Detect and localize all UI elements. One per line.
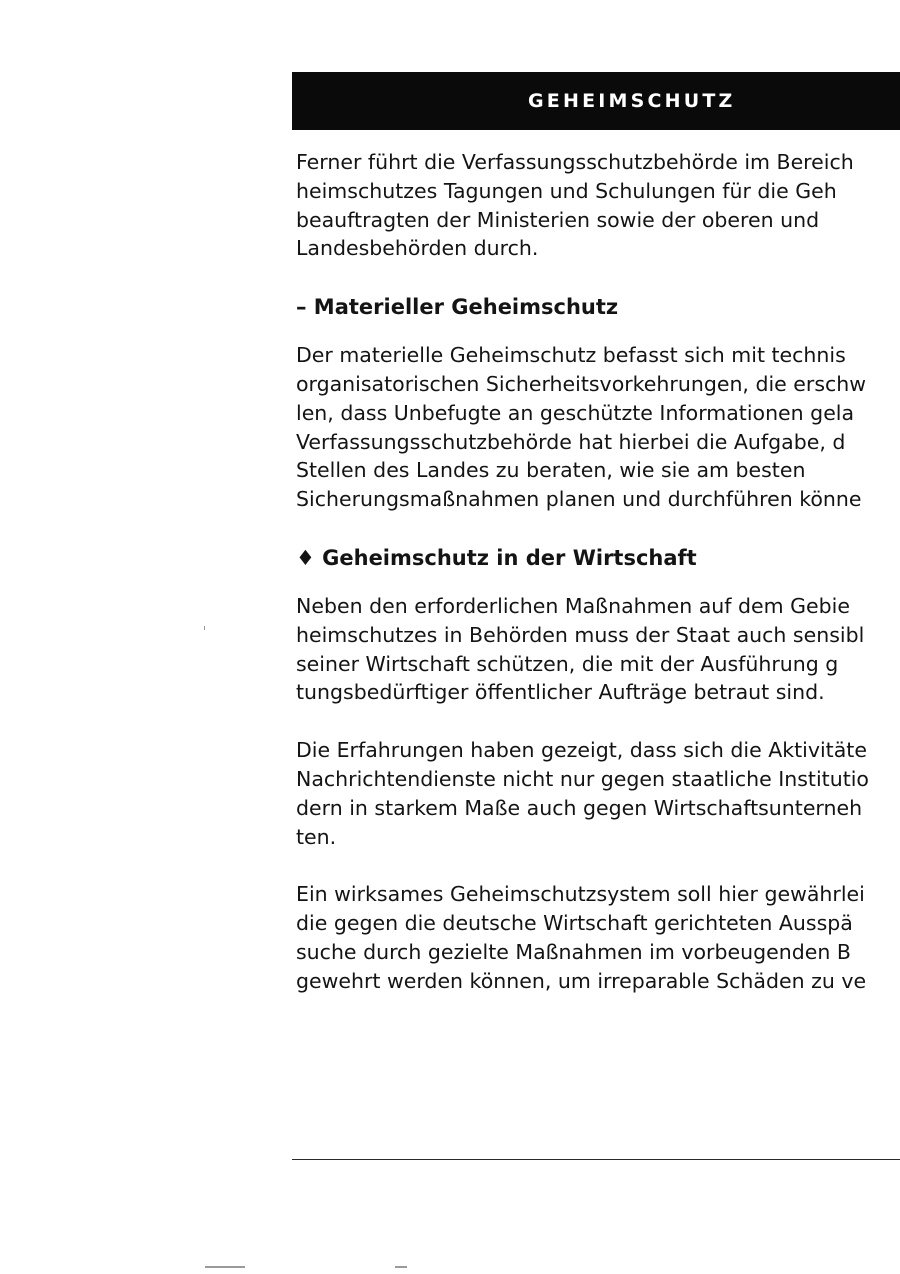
section-header-title: GEHEIMSCHUTZ [528, 90, 736, 112]
intro-paragraph [296, 148, 900, 263]
text-line: ten. [296, 824, 337, 849]
text-line: Stellen des Landes zu beraten, wie sie am besten [296, 458, 806, 483]
text-line: Ferner führt die Verfassungsschutzbehörde im Bereich [296, 150, 854, 174]
scan-artifact [395, 1266, 407, 1268]
text-line: die gegen die deutsche Wirtschaft gerichteten Ausspä [296, 911, 853, 936]
text-line: Neben den erforderlichen Maßnahmen auf dem Gebie [296, 593, 850, 618]
text-line: organisatorischen Sicherheitsvorkehrungen, die erschw [296, 371, 867, 396]
economy-paragraph-2 [296, 736, 900, 851]
footer-rule [292, 1159, 900, 1160]
scan-artifact [204, 626, 205, 630]
text-line: Nachrichtendienste nicht nur gegen staatliche Institutio [296, 766, 869, 791]
economy-paragraph-3 [296, 880, 900, 995]
text-line: Landesbehörden durch. [296, 236, 539, 261]
document-body [296, 148, 900, 996]
text-line: gewehrt werden können, um irreparable Schäden zu ve [296, 968, 867, 993]
material-paragraph [296, 341, 900, 514]
text-line: len, dass Unbefugte an geschützte Informationen gela [296, 400, 855, 425]
text-line: suche durch gezielte Maßnahmen im vorbeugenden B [296, 939, 851, 964]
text-line: seiner Wirtschaft schützen, die mit der Ausführung g [296, 651, 839, 676]
scan-artifact [205, 1266, 245, 1268]
text-line: Ein wirksames Geheimschutzsystem soll hier gewährlei [296, 882, 865, 907]
text-line: dern in starkem Maße auch gegen Wirtschaftsunterneh [296, 795, 863, 820]
subheading-geheimschutz-wirtschaft: ♦ Geheimschutz in der Wirtschaft [296, 545, 697, 570]
text-line: Sicherungsmaßnahmen planen und durchführen könne [296, 487, 862, 512]
text-line: heimschutzes Tagungen und Schulungen für die Geh [296, 178, 837, 203]
text-line: Die Erfahrungen haben gezeigt, dass sich die Aktivitäte [296, 738, 867, 763]
text-line: Der materielle Geheimschutz befasst sich mit technis [296, 343, 846, 368]
text-line: tungsbedürftiger öffentlicher Aufträge betraut sind. [296, 680, 825, 705]
text-line: beauftragten der Ministerien sowie der oberen und [296, 207, 820, 232]
text-line: heimschutzes in Behörden muss der Staat auch sensibl [296, 622, 865, 647]
subheading-materieller-geheimschutz: – Materieller Geheimschutz [296, 295, 619, 320]
economy-paragraph-1 [296, 592, 900, 707]
text-line: Verfassungsschutzbehörde hat hierbei die Aufgabe, d [296, 429, 846, 454]
